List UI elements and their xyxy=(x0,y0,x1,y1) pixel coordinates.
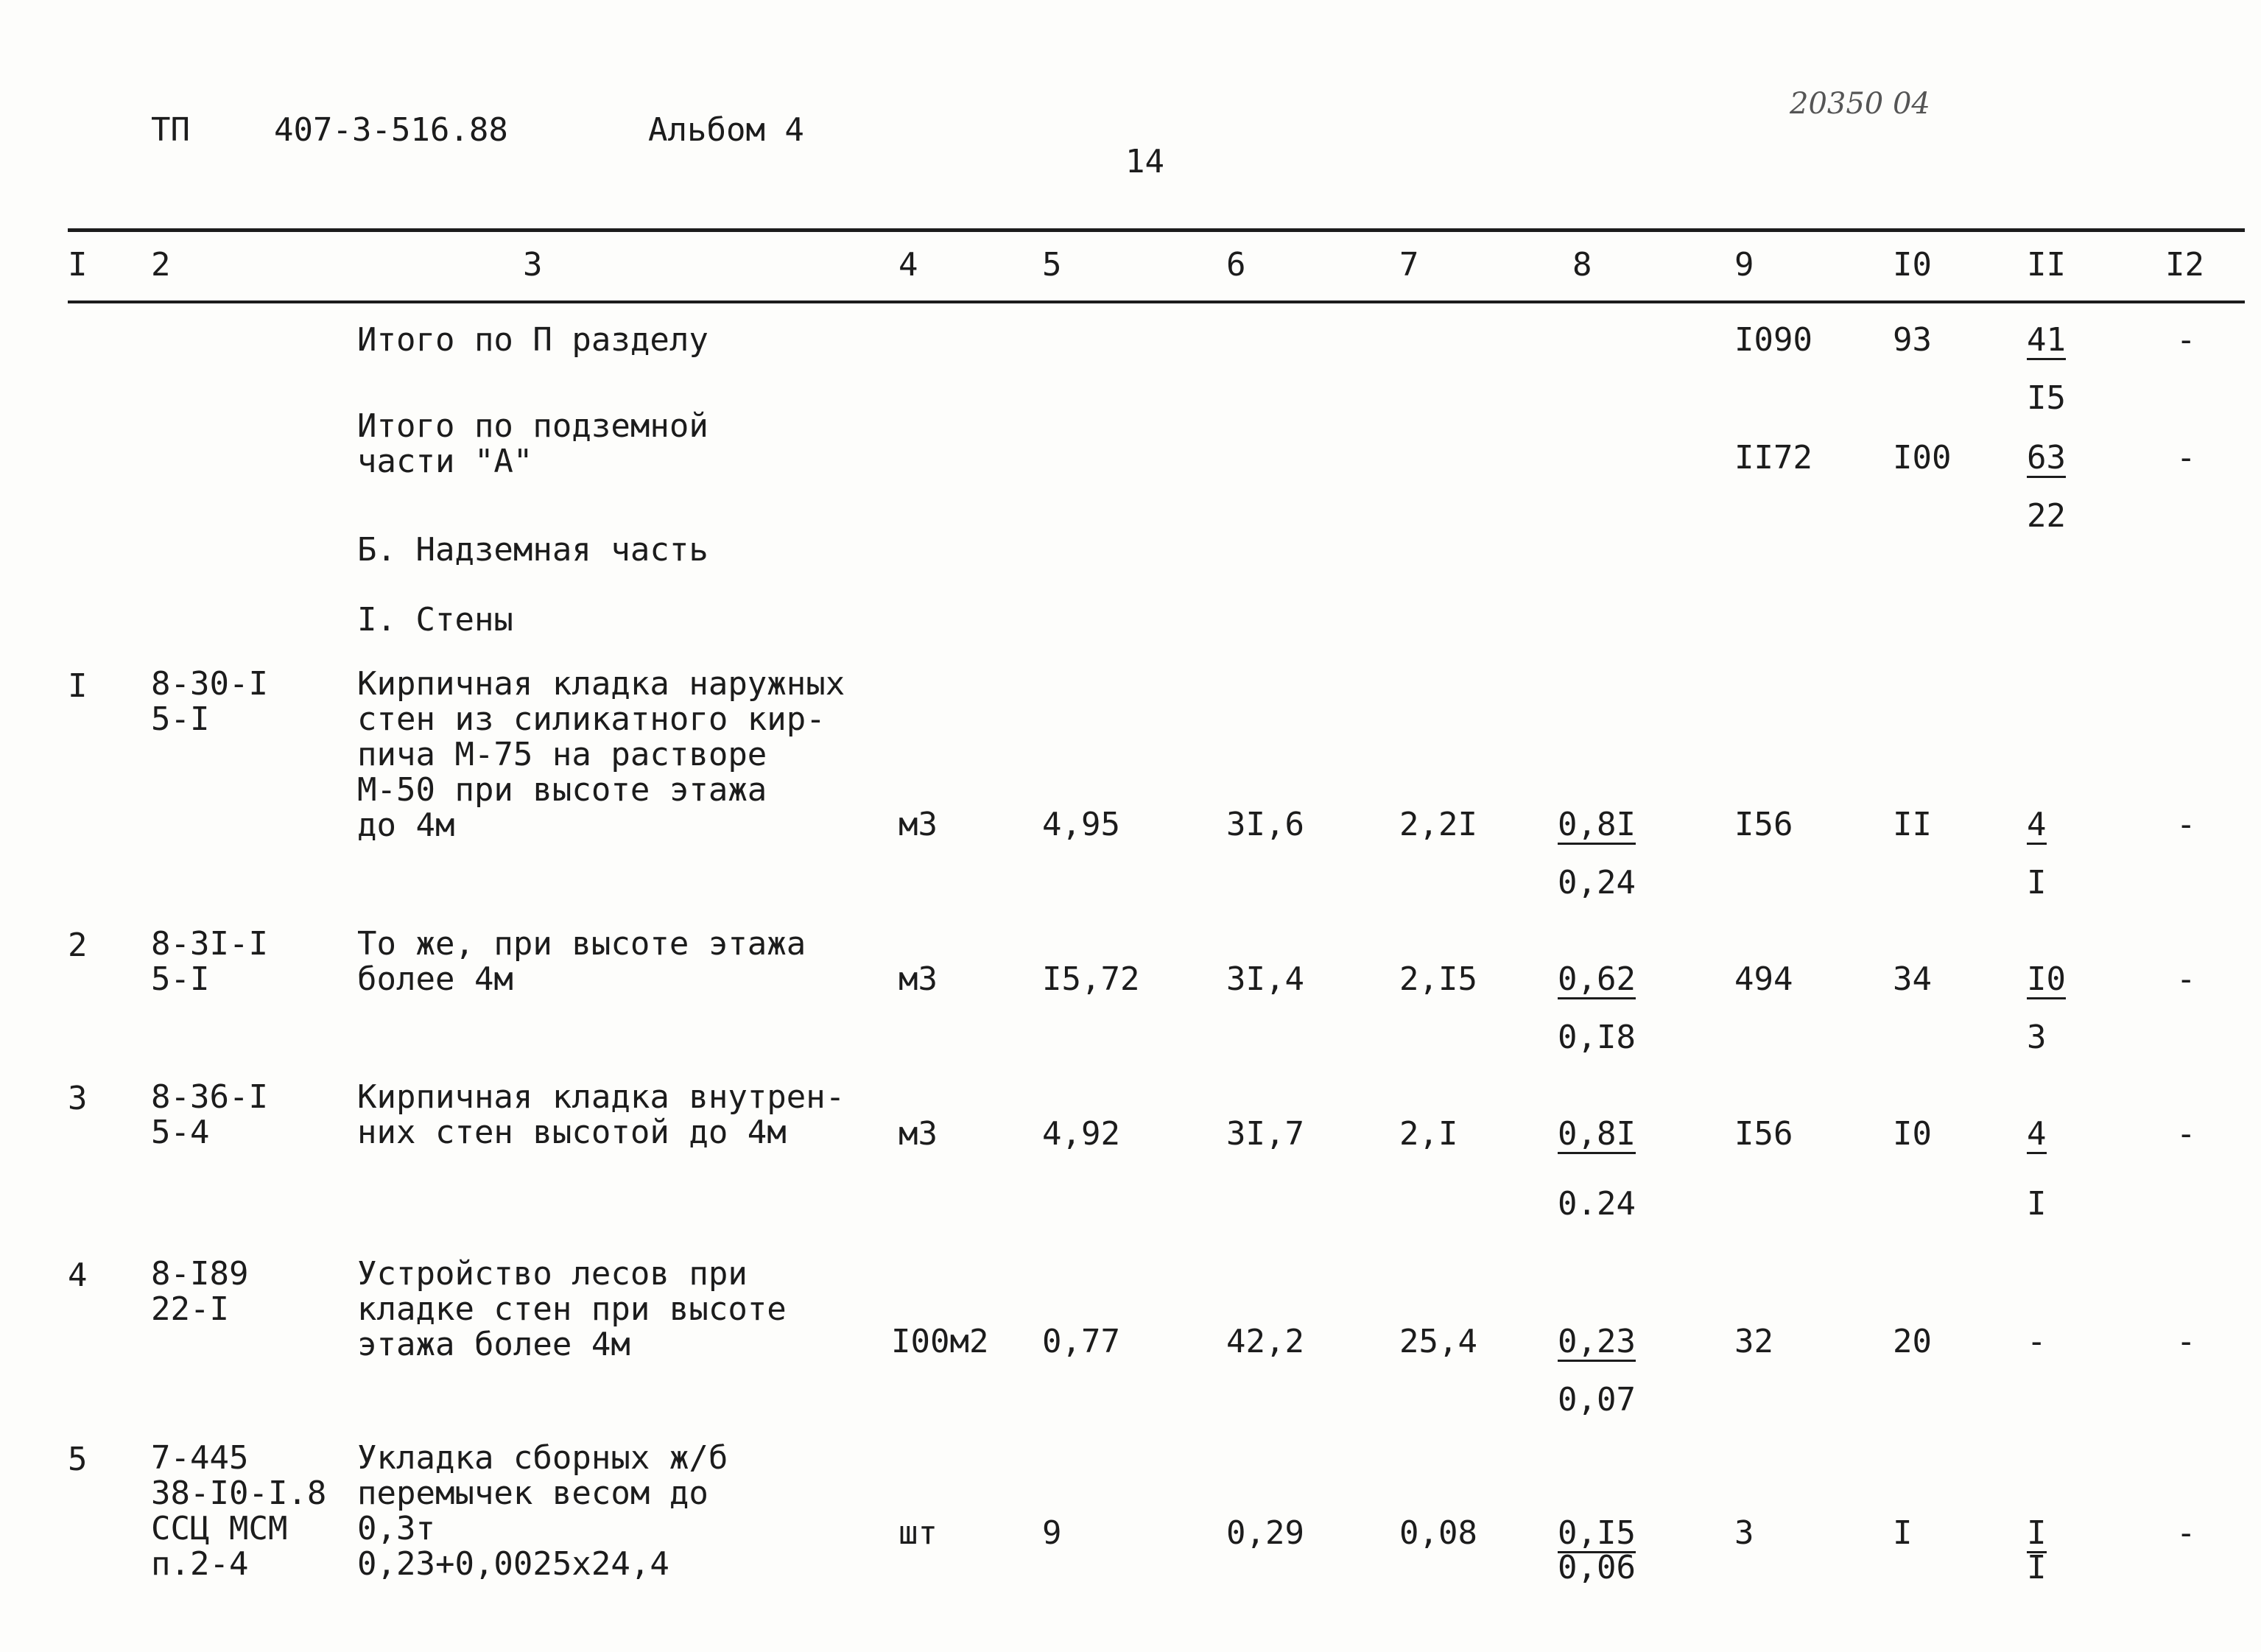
cell-col9: 32 xyxy=(1734,1323,1773,1360)
cell-col8-fraction xyxy=(1558,1323,1636,1419)
cell-col12: - xyxy=(2176,321,2196,359)
fraction-numerator: 63 xyxy=(2027,439,2066,477)
cell-col8-fraction xyxy=(1558,960,1636,1056)
header-bottom-rule xyxy=(68,300,2245,303)
cell-col10: 93 xyxy=(1893,321,1932,359)
cell-col5: I5,72 xyxy=(1042,960,1140,998)
fraction-numerator: I xyxy=(2027,1514,2047,1552)
document-number: 407-3-516.88 xyxy=(274,111,508,149)
cell-col11-fraction xyxy=(2027,439,2066,535)
column-header: 5 xyxy=(1042,246,1062,284)
column-header: 9 xyxy=(1734,246,1754,284)
cell-col10: I0 xyxy=(1893,1115,1932,1153)
cell-col9: I56 xyxy=(1734,1115,1793,1153)
fraction-numerator: 0,8I xyxy=(1558,1115,1636,1153)
cell-col6: 3I,7 xyxy=(1226,1115,1304,1153)
unit-cell: м3 xyxy=(899,960,938,998)
column-header: I xyxy=(68,246,88,284)
fraction-denominator: 0,07 xyxy=(1558,1381,1636,1419)
cell-col9: II72 xyxy=(1734,439,1812,477)
fraction-denominator: 22 xyxy=(2027,497,2066,535)
fraction-denominator: I5 xyxy=(2027,379,2066,417)
fraction-numerator: 0,23 xyxy=(1558,1323,1636,1360)
handwritten-code: 20350 04 xyxy=(1790,87,1930,121)
fraction-numerator: 0,62 xyxy=(1558,960,1636,998)
row-number: 3 xyxy=(68,1080,88,1117)
cell-col8-fraction xyxy=(1558,1115,1636,1223)
cell-col7: 25,4 xyxy=(1399,1323,1477,1360)
cell-col6: 3I,6 xyxy=(1226,806,1304,843)
column-header: I2 xyxy=(2165,246,2204,284)
cell-col11-fraction xyxy=(2027,321,2066,417)
unit-cell: I00м2 xyxy=(891,1323,989,1360)
column-header: 6 xyxy=(1226,246,1246,284)
fraction-numerator: I0 xyxy=(2027,960,2066,998)
cell-col6: 0,29 xyxy=(1226,1514,1304,1552)
row-number: 5 xyxy=(68,1441,88,1478)
cell-col8-fraction xyxy=(1558,806,1636,901)
cell-col7: 2,2I xyxy=(1399,806,1477,843)
unit-cell: м3 xyxy=(899,1115,938,1153)
cell-col12: - xyxy=(2176,1323,2196,1360)
cell-col9: 494 xyxy=(1734,960,1793,998)
column-header: 2 xyxy=(151,246,171,284)
cell-col10: 34 xyxy=(1893,960,1932,998)
cell-col9: I56 xyxy=(1734,806,1793,843)
column-header: I0 xyxy=(1893,246,1932,284)
fraction-denominator: I xyxy=(2027,1185,2047,1223)
cell-col10: I xyxy=(1893,1514,1913,1552)
column-header: 8 xyxy=(1572,246,1592,284)
subsection-heading: I. Стены xyxy=(357,601,513,639)
cell-col12: - xyxy=(2176,1115,2196,1153)
description-cell: Кирпичная кладка наружных стен из силикатного кир- пича М-75 на растворе М-50 при высоте этажа до 4м xyxy=(357,665,845,844)
cell-col6: 42,2 xyxy=(1226,1323,1304,1360)
cell-col6: 3I,4 xyxy=(1226,960,1304,998)
fraction-numerator: 41 xyxy=(2027,321,2066,359)
code-cell: 8-36-I 5-4 xyxy=(151,1078,268,1151)
row-number: 4 xyxy=(68,1256,88,1294)
unit-cell: м3 xyxy=(899,806,938,843)
code-cell: 7-445 38-I0-I.8 ССЦ МСМ п.2-4 xyxy=(151,1439,327,1583)
cell-col12: - xyxy=(2176,439,2196,477)
cell-col11-fraction xyxy=(2027,960,2066,1056)
table-top-rule xyxy=(68,228,2245,232)
column-header: 4 xyxy=(899,246,918,284)
fraction-numerator: 0,8I xyxy=(1558,806,1636,843)
cell-col12: - xyxy=(2176,960,2196,998)
cell-col10: 20 xyxy=(1893,1323,1932,1360)
row-number: 2 xyxy=(68,927,88,964)
cell-col11-fraction xyxy=(2027,806,2047,901)
description-cell: Устройство лесов при кладке стен при высоте этажа более 4м xyxy=(357,1255,787,1363)
column-header: 3 xyxy=(523,246,543,284)
description-cell: Укладка сборных ж/б перемычек весом до 0,3т 0,23+0,0025х24,4 xyxy=(357,1439,728,1583)
cell-col5: 9 xyxy=(1042,1514,1062,1552)
code-cell: 8-I89 22-I xyxy=(151,1255,249,1328)
cell-col11-fraction xyxy=(2027,1514,2047,1586)
cell-col12: - xyxy=(2176,806,2196,843)
cell-col9: 3 xyxy=(1734,1514,1754,1552)
summary-label: Итого по П разделу xyxy=(357,321,708,359)
cell-col7: 0,08 xyxy=(1399,1514,1477,1552)
fraction-denominator: 0,06 xyxy=(1558,1549,1636,1586)
row-number: I xyxy=(68,667,88,705)
column-header: II xyxy=(2027,246,2066,284)
fraction-denominator: 3 xyxy=(2027,1019,2047,1056)
description-cell: Кирпичная кладка внутрен- них стен высотой до 4м xyxy=(357,1078,845,1151)
summary-label: Итого по подземной части "А" xyxy=(357,407,708,480)
fraction-numerator: 0,I5 xyxy=(1558,1514,1636,1552)
cell-col8-fraction xyxy=(1558,1514,1636,1586)
unit-cell: шт xyxy=(899,1514,938,1552)
fraction-numerator: 4 xyxy=(2027,1115,2047,1153)
cell-col11-fraction xyxy=(2027,1115,2047,1223)
code-cell: 8-30-I 5-I xyxy=(151,665,268,738)
cell-col5: 0,77 xyxy=(1042,1323,1120,1360)
fraction-denominator: 0,24 xyxy=(1558,864,1636,901)
cell-col10: II xyxy=(1893,806,1932,843)
column-header: 7 xyxy=(1399,246,1419,284)
fraction-denominator: 0,I8 xyxy=(1558,1019,1636,1056)
section-heading: Б. Надземная часть xyxy=(357,531,708,569)
cell-col7: 2,I xyxy=(1399,1115,1458,1153)
cell-col11: - xyxy=(2027,1323,2047,1360)
fraction-numerator: 4 xyxy=(2027,806,2047,843)
tp-label: ТП xyxy=(151,111,190,149)
cell-col9: I090 xyxy=(1734,321,1812,359)
description-cell: То же, при высоте этажа более 4м xyxy=(357,925,806,998)
cell-col5: 4,92 xyxy=(1042,1115,1120,1153)
cell-col5: 4,95 xyxy=(1042,806,1120,843)
fraction-denominator: I xyxy=(2027,864,2047,901)
cell-col10: I00 xyxy=(1893,439,1952,477)
fraction-denominator: 0.24 xyxy=(1558,1185,1636,1223)
code-cell: 8-3I-I 5-I xyxy=(151,925,268,998)
cell-col7: 2,I5 xyxy=(1399,960,1477,998)
cell-col12: - xyxy=(2176,1514,2196,1552)
album-label: Альбом 4 xyxy=(648,111,804,149)
fraction-denominator: I xyxy=(2027,1549,2047,1586)
page-number: 14 xyxy=(1125,143,1164,180)
